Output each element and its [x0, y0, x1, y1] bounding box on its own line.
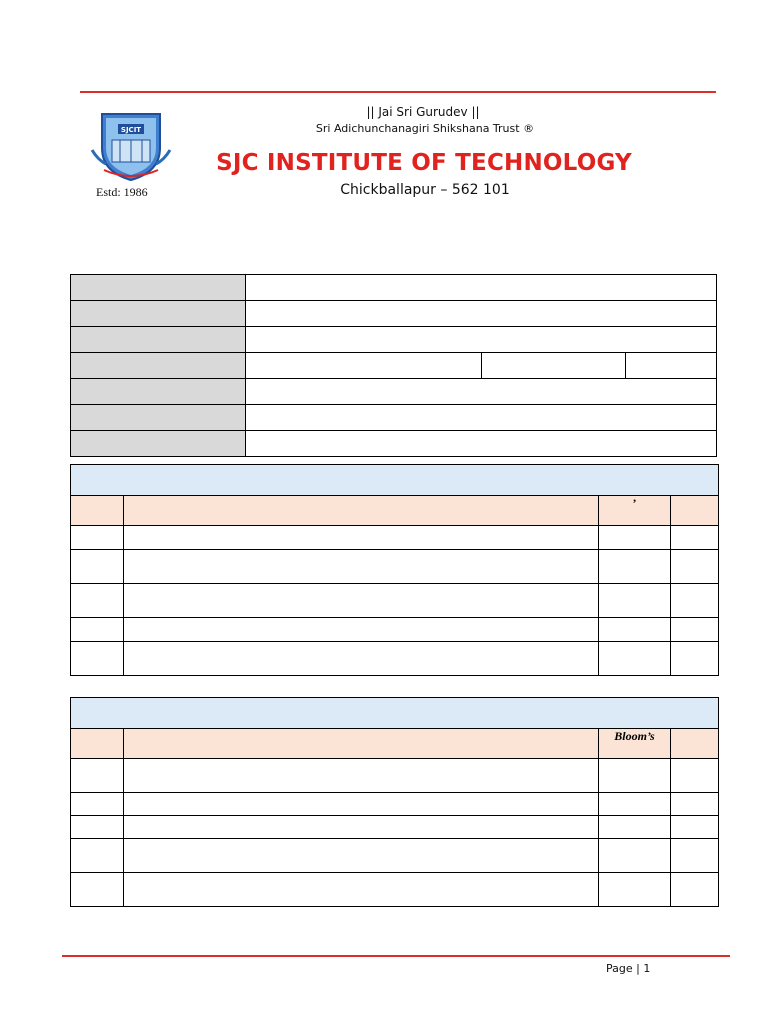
section-header-cell: [71, 698, 719, 729]
section-header-row: [71, 465, 719, 496]
info-label-cell: [71, 275, 246, 301]
table-cell[interactable]: [71, 873, 124, 907]
table-cell[interactable]: [71, 642, 124, 676]
motto-text: || Jai Sri Gurudev ||: [366, 105, 480, 119]
table-cell[interactable]: [71, 584, 124, 618]
table-row: [71, 642, 719, 676]
column-header-cell: [71, 729, 124, 759]
table-cell[interactable]: [71, 839, 124, 873]
table-cell[interactable]: [124, 759, 599, 793]
table-row: [71, 816, 719, 839]
info-value-cell[interactable]: [246, 301, 717, 327]
table-cell[interactable]: [671, 839, 719, 873]
column-header-cell: [71, 496, 124, 526]
table-cell[interactable]: [599, 759, 671, 793]
table-cell[interactable]: [71, 759, 124, 793]
table-row: [71, 584, 719, 618]
info-value-cell[interactable]: [246, 353, 482, 379]
table-cell[interactable]: [71, 816, 124, 839]
info-value-cell[interactable]: [482, 353, 626, 379]
info-label-cell: [71, 431, 246, 457]
info-value-cell[interactable]: [246, 405, 717, 431]
info-value-cell[interactable]: [246, 379, 717, 405]
column-header-cell: [124, 729, 599, 759]
info-row: [71, 431, 717, 457]
table-cell[interactable]: [124, 618, 599, 642]
table-cell[interactable]: [599, 526, 671, 550]
table-cell[interactable]: [71, 526, 124, 550]
table-cell[interactable]: [599, 550, 671, 584]
table-cell[interactable]: [671, 550, 719, 584]
section-header-cell: [71, 465, 719, 496]
table-cell[interactable]: [671, 618, 719, 642]
institute-title: SJC INSTITUTE OF TECHNOLOGY: [216, 150, 632, 176]
outcomes-table-1: [70, 464, 719, 676]
table-cell[interactable]: [124, 642, 599, 676]
table-cell[interactable]: [71, 550, 124, 584]
info-value-cell[interactable]: [626, 353, 717, 379]
institute-address: Chickballapur – 562 101: [340, 182, 510, 198]
table-cell[interactable]: [124, 816, 599, 839]
column-header-cell: ’: [599, 496, 671, 526]
table-cell[interactable]: [671, 793, 719, 816]
table-cell[interactable]: [124, 584, 599, 618]
table-cell[interactable]: [671, 759, 719, 793]
table-row: [71, 618, 719, 642]
table-cell[interactable]: [124, 793, 599, 816]
info-row: [71, 353, 717, 379]
info-label-cell: [71, 327, 246, 353]
info-row: [71, 405, 717, 431]
outcomes-table-2: [70, 697, 719, 907]
blooms-level-header: Bloom’s: [599, 729, 671, 759]
logo-lettering: SJCIT: [120, 126, 142, 134]
table-cell[interactable]: [671, 584, 719, 618]
info-row: [71, 301, 717, 327]
top-divider-rule: [80, 91, 716, 93]
table-cell[interactable]: [671, 816, 719, 839]
info-label-cell: [71, 405, 246, 431]
trust-name: Sri Adichunchanagiri Shikshana Trust ®: [315, 122, 535, 135]
table-cell[interactable]: [71, 793, 124, 816]
bottom-divider-rule: [62, 955, 730, 957]
info-label-cell: [71, 301, 246, 327]
column-header-cell: [671, 496, 719, 526]
table-cell[interactable]: [124, 550, 599, 584]
column-header-row: [71, 496, 719, 526]
table-row: [71, 759, 719, 793]
info-value-cell[interactable]: [246, 431, 717, 457]
table-cell[interactable]: [599, 642, 671, 676]
column-header-cell: [671, 729, 719, 759]
info-value-cell[interactable]: [246, 275, 717, 301]
table-row: [71, 793, 719, 816]
column-header-row: [71, 729, 719, 759]
course-info-table: [70, 274, 717, 457]
table-row: [71, 550, 719, 584]
info-row: [71, 275, 717, 301]
table-cell[interactable]: [599, 793, 671, 816]
established-year: Estd: 1986: [96, 185, 148, 199]
table-cell[interactable]: [599, 816, 671, 839]
table-cell[interactable]: [124, 873, 599, 907]
info-value-cell[interactable]: [246, 327, 717, 353]
table-row: [71, 873, 719, 907]
info-label-cell: [71, 379, 246, 405]
table-row: [71, 526, 719, 550]
table-cell[interactable]: [671, 526, 719, 550]
table-cell[interactable]: [671, 873, 719, 907]
table-cell[interactable]: [71, 618, 124, 642]
info-label-cell: [71, 353, 246, 379]
column-header-cell: [124, 496, 599, 526]
table-cell[interactable]: [124, 839, 599, 873]
table-cell[interactable]: [599, 584, 671, 618]
table-cell[interactable]: [599, 839, 671, 873]
table-cell[interactable]: [599, 873, 671, 907]
table-cell[interactable]: [124, 526, 599, 550]
table-row: [71, 839, 719, 873]
info-row: [71, 379, 717, 405]
table-cell[interactable]: [671, 642, 719, 676]
info-row: [71, 327, 717, 353]
table-cell[interactable]: [599, 618, 671, 642]
page-number: Page | 1: [606, 962, 651, 975]
section-header-row: [71, 698, 719, 729]
